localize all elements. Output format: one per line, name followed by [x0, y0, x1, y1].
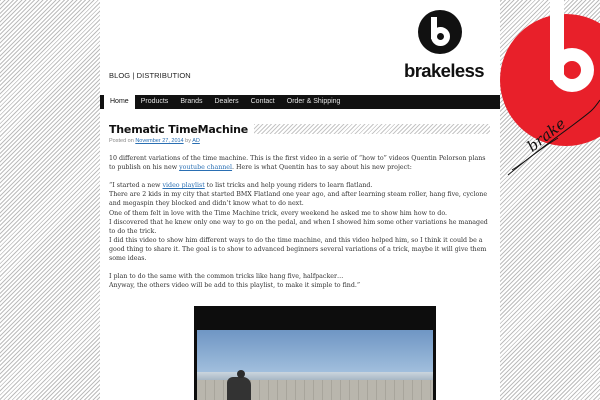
brakeless-b-logo-icon[interactable] [418, 10, 462, 54]
paragraph-intro [109, 154, 491, 172]
nav-brands[interactable]: Brands [180, 98, 203, 105]
red-b-logo-icon [498, 0, 600, 220]
b-bowl-hole [563, 61, 581, 79]
post-title[interactable]: Thematic TimeMachine [109, 122, 249, 136]
closing-line-2: Anyway, the others video will be add to this playlist, to make it simple to find.” [109, 282, 361, 290]
video-rider-body [227, 377, 251, 400]
post-header [109, 122, 490, 136]
quote-line-2: There are 2 kids in my city that started BMX Flatland one year ago, and after learning steam roller, hang five, cyclone and megaspin they blocked and didn’t know what to do next. [109, 191, 488, 208]
video-thumbnail[interactable] [197, 330, 433, 400]
post-content [109, 154, 491, 300]
quote-text-2: to list tricks and help young riders to learn flatland. [206, 182, 373, 190]
closing-line-1: I plan to do the same with the common tricks like hang five, halfpacker… [109, 273, 344, 281]
meta-by: by [185, 138, 191, 144]
paragraph-quote [109, 181, 491, 263]
meta-author-link[interactable]: AD [192, 138, 200, 144]
nav-products[interactable]: Products [140, 98, 169, 105]
quote-line-5: I did this video to show him different ways to do the time machine, and this video helped him, so I think it could be a good thing to share it. The goal is to show to advanced beginners several variations of a trick, maybe it will give them some ideas. [109, 236, 487, 263]
video-rider-head [237, 370, 245, 378]
b-stem-white [550, 0, 564, 80]
nav-home[interactable]: Home [104, 95, 135, 109]
youtube-channel-link[interactable]: youtube channel [179, 164, 233, 172]
quote-text: “I started a new [109, 182, 161, 190]
intro-text-2: . Here is what Quentin has to say about his new project: [232, 164, 412, 172]
title-divider-hatch [254, 124, 490, 134]
nav-dealers[interactable]: Dealers [214, 98, 239, 105]
quote-line-3: One of them felt in love with the Time Machine trick, every weekend he asked me to show him how to do. [109, 209, 448, 217]
intro-text: 10 different variations of the time machine. This is the first video in a serie of “how to” videos Quentin Pelorson plans to publish on his new [109, 155, 486, 172]
page-container [100, 0, 500, 400]
brake-script-text: brake [523, 114, 570, 156]
nav-order-shipping[interactable]: Order & Shipping [286, 98, 341, 105]
main-nav [100, 95, 500, 109]
nav-contact[interactable]: Contact [250, 98, 275, 105]
logo-b-bowl [431, 27, 450, 46]
video-playlist-link[interactable]: video playlist [162, 182, 205, 190]
brakeless-side-decoration [498, 0, 600, 220]
site-logo-text[interactable]: brakeless [404, 60, 484, 81]
embedded-video[interactable] [194, 306, 436, 400]
meta-date-link[interactable]: November 27, 2014 [135, 138, 184, 144]
meta-posted-on: Posted on [109, 138, 134, 144]
quote-line-4: I discovered that he knew only one way to go on the pedal, and when I showed him some other variations he managed to do the trick. [109, 218, 488, 235]
site-tagline: BLOG | DISTRIBUTION [109, 71, 191, 80]
post-meta [109, 138, 200, 144]
paragraph-closing [109, 272, 491, 290]
